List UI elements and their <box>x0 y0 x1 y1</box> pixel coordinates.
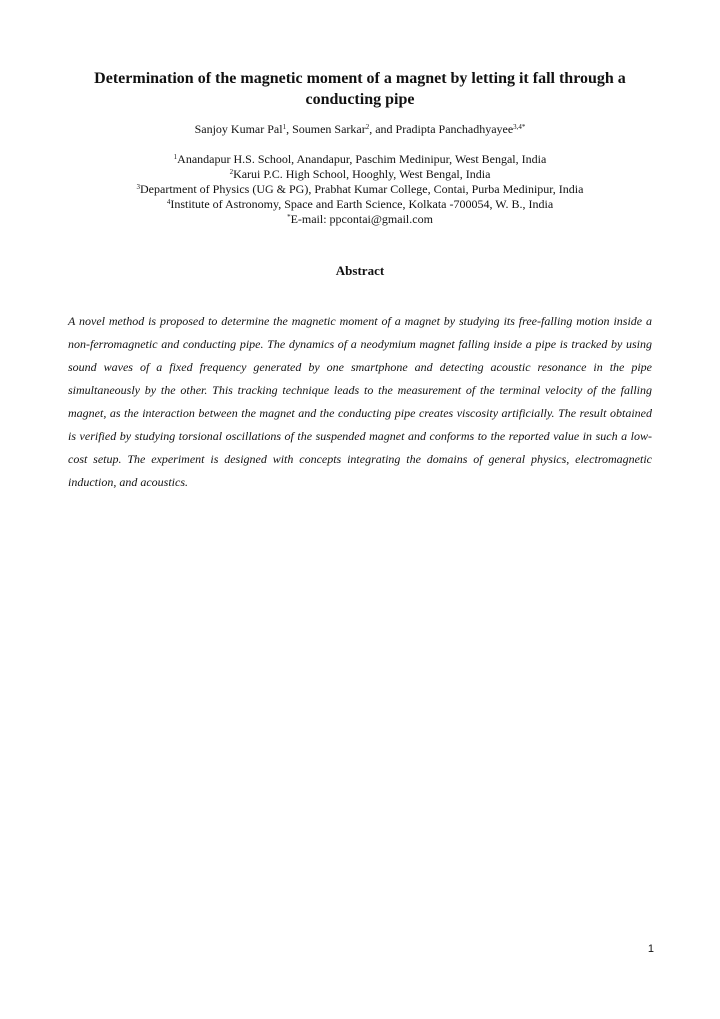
author-name: Sanjoy Kumar Pal <box>194 122 283 136</box>
abstract-heading: Abstract <box>335 263 385 278</box>
affiliation-mark: 1 <box>173 153 178 161</box>
paper-title: Determination of the magnetic moment of a magnet by letting it fall through a conducting pipe <box>94 70 626 108</box>
author-affiliation-mark: 1 <box>282 123 287 131</box>
affiliation-line <box>40 152 680 167</box>
contact-email-line <box>40 212 680 227</box>
affiliation-text: Anandapur H.S. School, Anandapur, Paschim Medinipur, West Bengal, India <box>177 152 547 166</box>
page-number: 1 <box>647 943 654 955</box>
abstract-body: A novel method is proposed to determine the magnetic moment of a magnet by studying its free-falling motion inside a non-ferromagnetic and conducting pipe. The dynamics of a neodymium magnet falling inside a pipe is tracked by using sound waves of a fixed frequency generated by one smartphone and detecting acoustic resonance in the pipe simultaneously by the other. This tracking technique leads to the measurement of the terminal velocity of the falling magnet, as the interaction between the magnet and the conducting pipe creates viscosity artificially. The result obtained is verified by studying torsional oscillations of the suspended magnet and conforms to the reported value in such a low-cost setup. The experiment is designed with concepts integrating the domains of general physics, electromagnetic induction, and acoustics. <box>68 314 652 489</box>
author-list <box>40 121 680 137</box>
affiliation-text: Department of Physics (UG & PG), Prabhat Kumar College, Contai, Purba Medinipur, India <box>140 182 584 196</box>
affiliation-text: Institute of Astronomy, Space and Earth Science, Kolkata -700054, W. B., India <box>170 197 554 211</box>
author-separator: , and <box>369 122 396 136</box>
affiliation-text: Karui P.C. High School, Hooghly, West Bengal, India <box>233 167 491 181</box>
affiliation-mark: 2 <box>229 168 234 176</box>
corresponding-author-mark: * <box>287 213 291 221</box>
author-affiliation-mark: 2 <box>365 123 370 131</box>
author-separator: , <box>286 122 293 136</box>
affiliation-line <box>40 182 680 197</box>
author-affiliation-mark: 3,4* <box>513 123 526 131</box>
contact-email: E-mail: ppcontai@gmail.com <box>290 212 433 226</box>
author-name: Soumen Sarkar <box>292 122 366 136</box>
affiliation-line <box>40 167 680 182</box>
author-name: Pradipta Panchadhyayee <box>395 122 514 136</box>
affiliation-list <box>40 152 680 227</box>
affiliation-line <box>40 197 680 212</box>
affiliation-mark: 4 <box>166 198 171 206</box>
affiliation-mark: 3 <box>136 183 141 191</box>
